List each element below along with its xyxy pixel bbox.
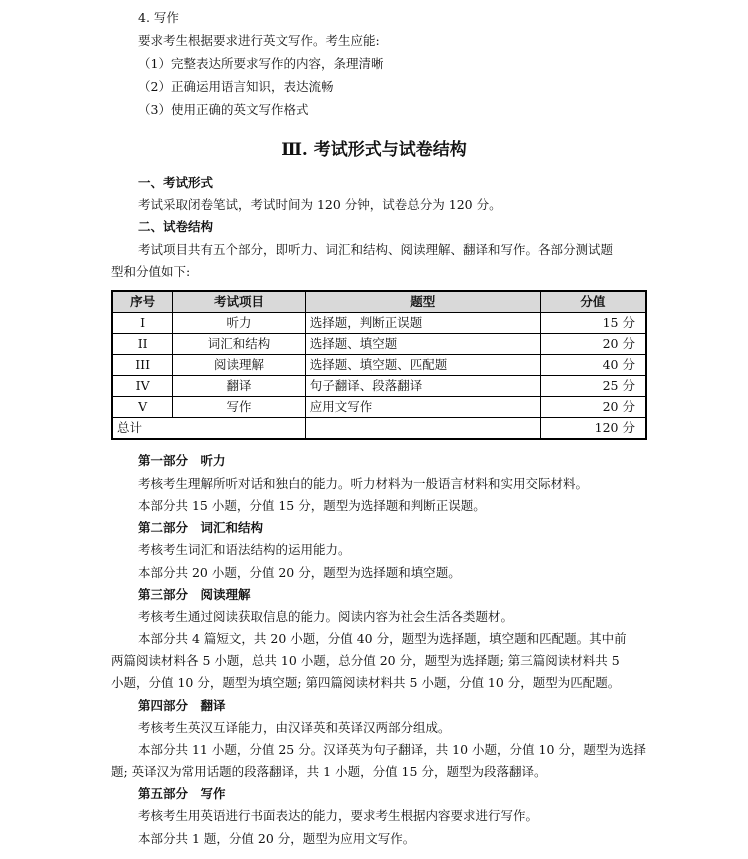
table-cell: I	[112, 313, 173, 334]
part-4-text-3: 题; 英译汉为常用话题的段落翻译，共 1 小题，分值 15 分，题型为段落翻译。	[111, 764, 547, 779]
table-cell: V	[112, 397, 173, 418]
table-total-value: 120 分	[540, 418, 646, 440]
table-cell: 25 分	[540, 376, 646, 397]
writing-intro: 要求考生根据要求进行英文写作。考生应能:	[138, 33, 380, 48]
writing-heading: 4. 写作	[138, 10, 179, 25]
table-cell: 应用文写作	[305, 397, 540, 418]
table-total-label: 总计	[112, 418, 305, 440]
table-cell: 选择题、填空题	[305, 334, 540, 355]
table-cell: 选择题、填空题、匹配题	[305, 355, 540, 376]
part-2-text-1: 考核考生词汇和语法结构的运用能力。	[138, 542, 351, 557]
writing-item-1: （1）完整表达所要求写作的内容，条理清晰	[138, 56, 384, 71]
exam-form-text: 考试采取闭卷笔试，考试时间为 120 分钟，试卷总分为 120 分。	[138, 197, 502, 212]
part-2-text-2: 本部分共 20 小题，分值 20 分，题型为选择题和填空题。	[138, 565, 461, 580]
table-cell: 15 分	[540, 313, 646, 334]
part-5-text-1: 考核考生用英语进行书面表达的能力，要求考生根据内容要求进行写作。	[138, 808, 539, 823]
part-1-text-1: 考核考生理解所听对话和独白的能力。听力材料为一般语言材料和实用交际材料。	[138, 476, 589, 491]
table-row	[112, 334, 646, 355]
section-title: Ⅲ. 考试形式与试卷结构	[281, 140, 467, 160]
table-row	[112, 397, 646, 418]
writing-item-3: （3）使用正确的英文写作格式	[138, 102, 309, 117]
part-4-text-1: 考核考生英汉互译能力，由汉译英和英译汉两部分组成。	[138, 720, 451, 735]
structure-table	[111, 290, 647, 440]
table-cell: 翻译	[173, 376, 305, 397]
table-cell: 20 分	[540, 334, 646, 355]
table-cell: 写作	[173, 397, 305, 418]
exam-structure-text-1: 考试项目共有五个部分，即听力、词汇和结构、阅读理解、翻译和写作。各部分测试题	[138, 242, 614, 257]
part-5-heading: 第五部分 写作	[138, 786, 226, 801]
table-cell: 选择题，判断正误题	[305, 313, 540, 334]
table-cell: II	[112, 334, 173, 355]
part-2-heading: 第二部分 词汇和结构	[138, 520, 264, 535]
table-cell: 20 分	[540, 397, 646, 418]
part-3-text-1: 考核考生通过阅读获取信息的能力。阅读内容为社会生活各类题材。	[138, 609, 514, 624]
table-header-row	[112, 291, 646, 313]
part-4-text-2: 本部分共 11 小题，分值 25 分。汉译英为句子翻译，共 10 小题，分值 10 分，题型为选择	[138, 742, 646, 757]
exam-structure-text-2: 型和分值如下:	[111, 264, 191, 279]
part-4-heading: 第四部分 翻译	[138, 698, 226, 713]
part-3-text-2: 本部分共 4 篇短文，共 20 小题，分值 40 分，题型为选择题，填空题和匹配题。其中前	[138, 631, 627, 646]
table-row	[112, 376, 646, 397]
table-header-cell: 考试项目	[173, 291, 305, 313]
table-row	[112, 355, 646, 376]
table-cell: 听力	[173, 313, 305, 334]
table-cell: 词汇和结构	[173, 334, 305, 355]
part-3-heading: 第三部分 阅读理解	[138, 587, 251, 602]
part-1-text-2: 本部分共 15 小题，分值 15 分，题型为选择题和判断正误题。	[138, 498, 486, 513]
table-cell	[305, 418, 540, 440]
exam-structure-heading: 二、试卷结构	[138, 219, 214, 234]
part-3-text-4: 小题，分值 10 分，题型为填空题; 第四篇阅读材料共 5 小题，分值 10 分，题型为匹配题。	[111, 675, 621, 690]
part-5-text-2: 本部分共 1 题，分值 20 分，题型为应用文写作。	[138, 831, 416, 846]
table-header-cell: 分值	[540, 291, 646, 313]
table-row	[112, 313, 646, 334]
table-total-row	[112, 418, 646, 440]
writing-item-2: （2）正确运用语言知识，表达流畅	[138, 79, 334, 94]
table-cell: IV	[112, 376, 173, 397]
part-1-heading: 第一部分 听力	[138, 453, 226, 468]
part-3-text-3: 两篇阅读材料各 5 小题，总共 10 小题，总分值 20 分，题型为选择题; 第三篇阅读材料共 5	[111, 653, 620, 668]
table-cell: III	[112, 355, 173, 376]
table-cell: 阅读理解	[173, 355, 305, 376]
table-header-cell: 题型	[305, 291, 540, 313]
table-cell: 句子翻译、段落翻译	[305, 376, 540, 397]
exam-form-heading: 一、考试形式	[138, 175, 214, 190]
table-cell: 40 分	[540, 355, 646, 376]
table-header-cell: 序号	[112, 291, 173, 313]
